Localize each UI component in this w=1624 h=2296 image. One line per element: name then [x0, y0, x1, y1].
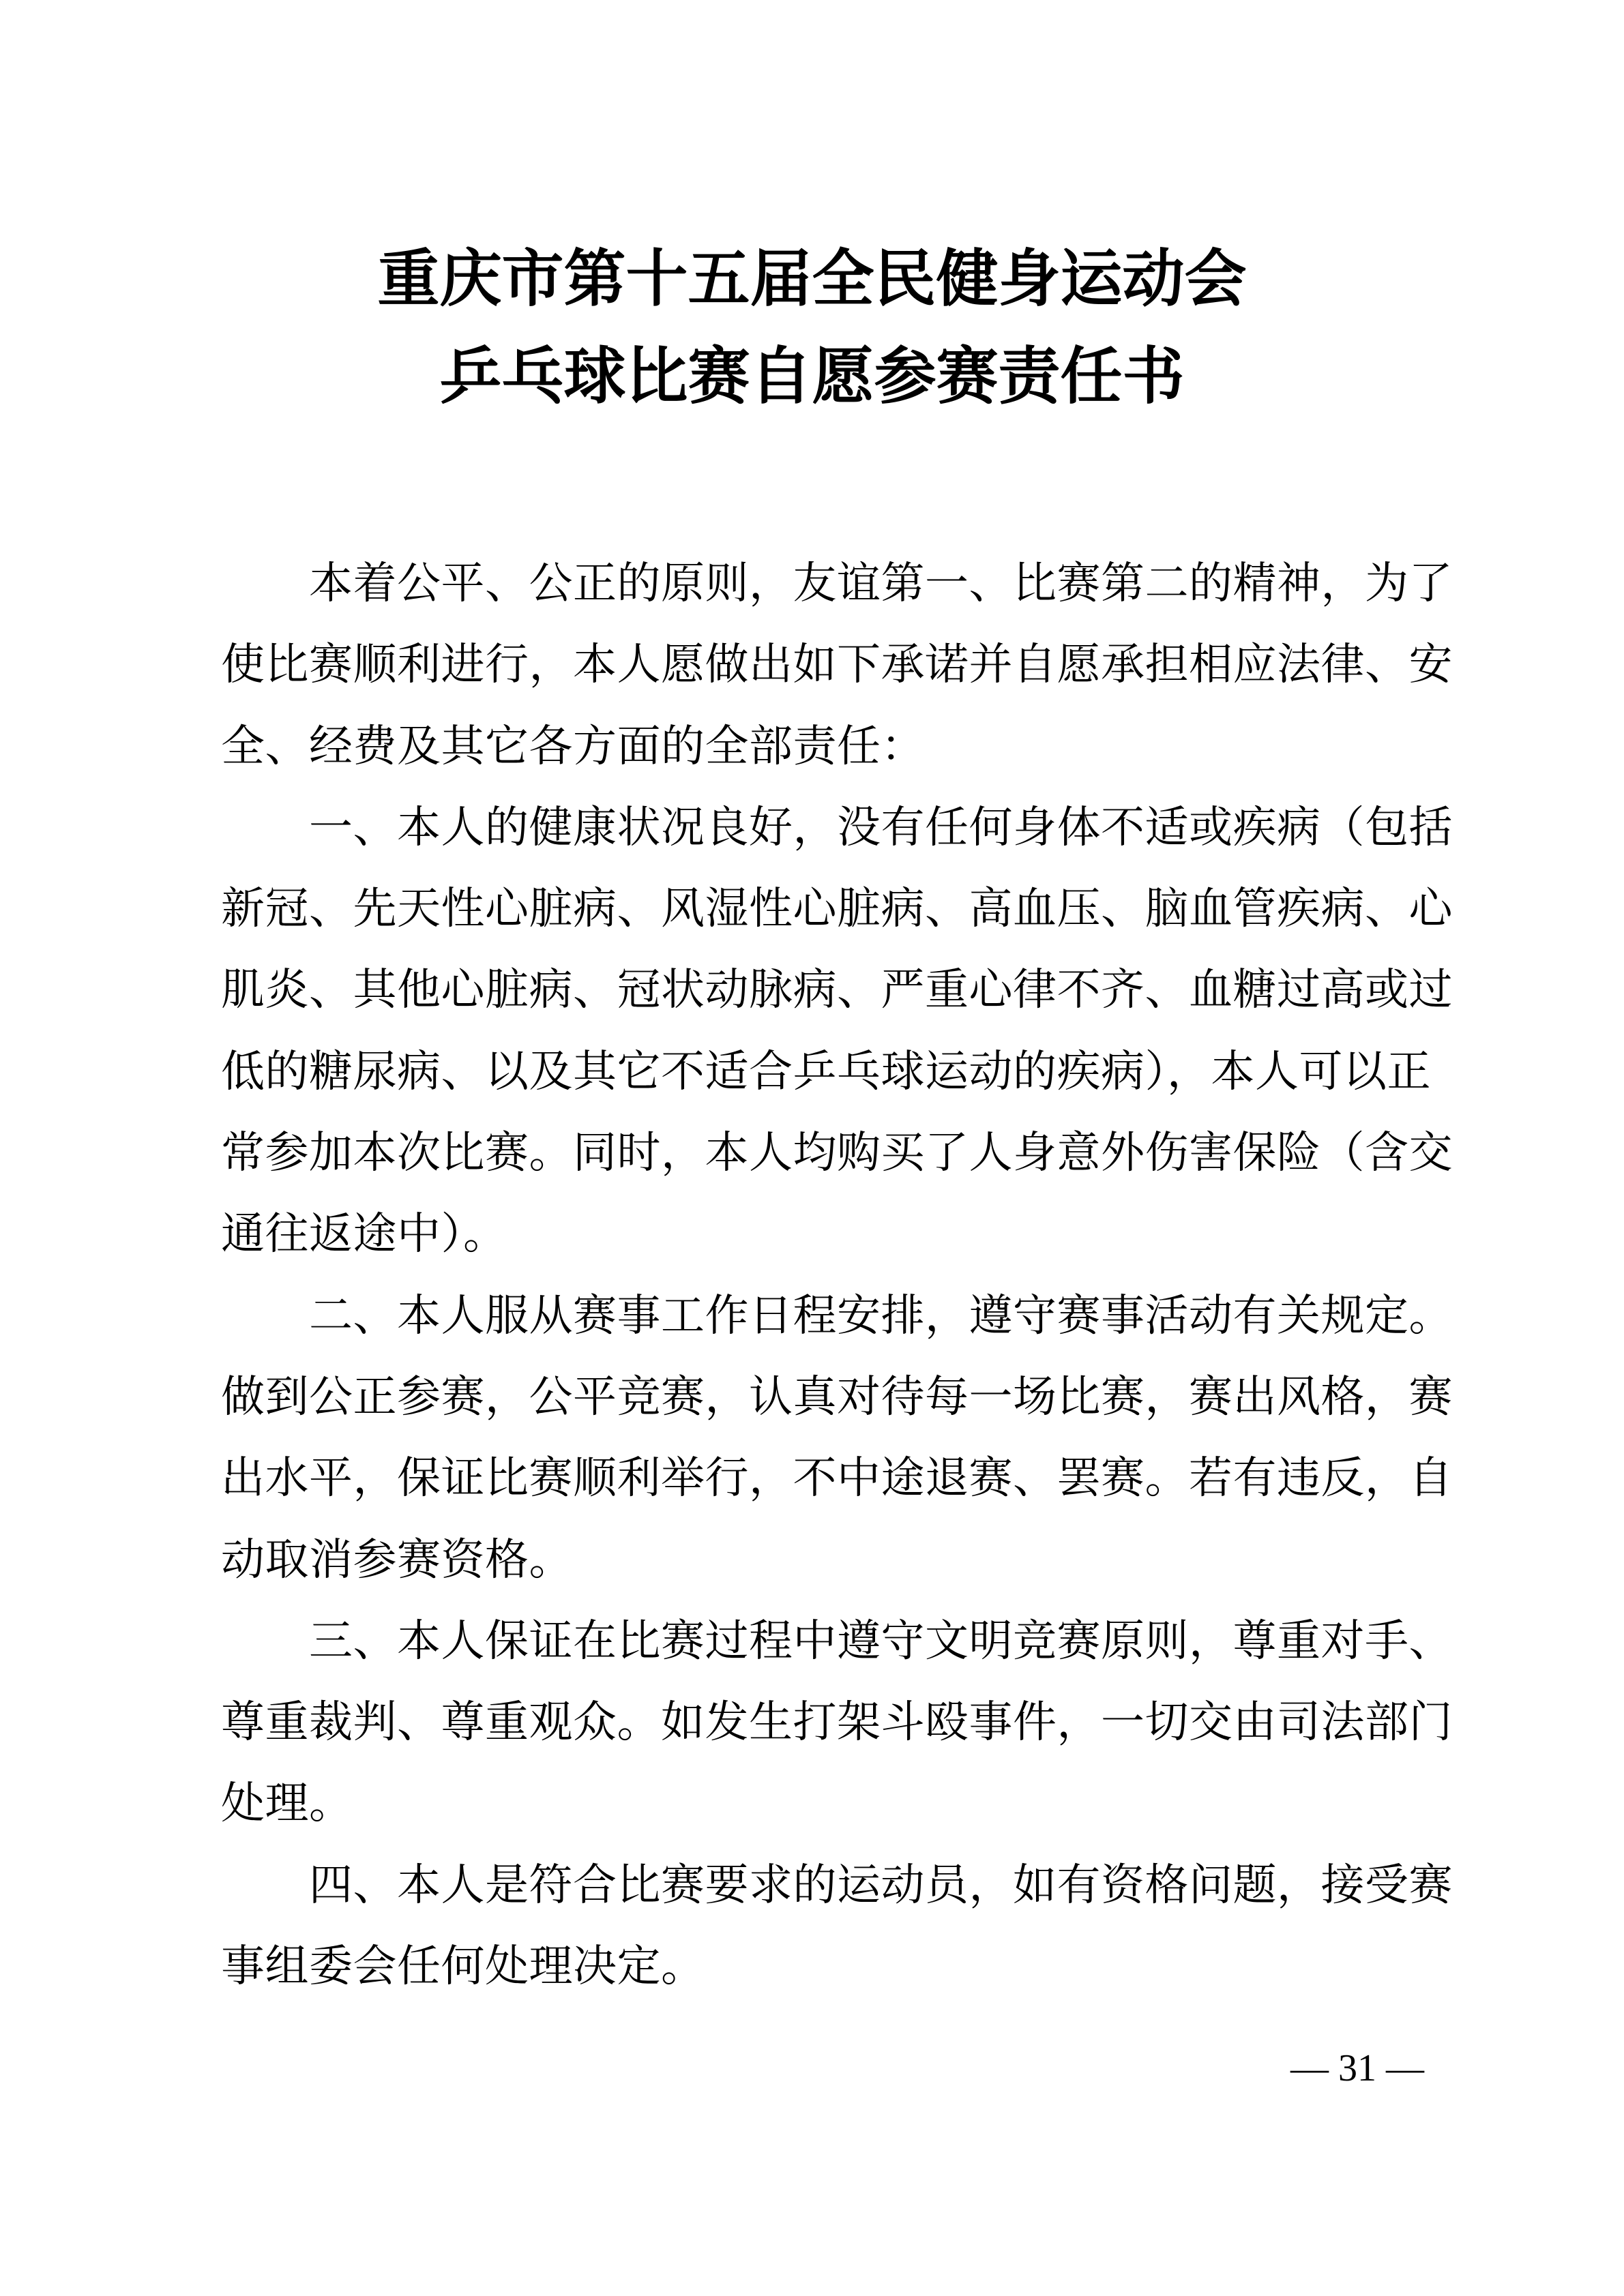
body-line: 新冠、先天性心脏病、风湿性心脏病、高血压、脑血管疾病、心	[221, 884, 1453, 934]
body-line: 通往返途中）。	[221, 1210, 507, 1259]
body-line: 动取消参赛资格。	[221, 1535, 573, 1584]
page-number: — 31 —	[1290, 2047, 1424, 2089]
body-line: 四、本人是符合比赛要求的运动员，如有资格问题，接受赛	[309, 1860, 1453, 1909]
body-line: 本着公平、公正的原则，友谊第一、比赛第二的精神，为了	[309, 559, 1453, 608]
body-line: 低的糖尿病、以及其它不适合乒乓球运动的疾病），本人可以正	[221, 1047, 1431, 1096]
body-line: 一、本人的健康状况良好，没有任何身体不适或疾病（包括	[309, 803, 1453, 852]
body-line: 尊重裁判、尊重观众。如发生打架斗殴事件，一切交由司法部门	[221, 1698, 1453, 1747]
body-line: 处理。	[221, 1779, 353, 1828]
document-title-line-1: 重庆市第十五届全民健身运动会	[377, 245, 1247, 314]
body-line: 出水平，保证比赛顺利举行，不中途退赛、罢赛。若有违反，自	[221, 1454, 1453, 1503]
body-line: 三、本人保证在比赛过程中遵守文明竞赛原则，尊重对手、	[309, 1616, 1453, 1665]
body-line: 肌炎、其他心脏病、冠状动脉病、严重心律不齐、血糖过高或过	[221, 966, 1453, 1015]
body-line: 全、经费及其它各方面的全部责任：	[221, 721, 925, 771]
body-line: 事组委会任何处理决定。	[221, 1942, 705, 1991]
document-title-line-2: 乒乓球比赛自愿参赛责任书	[439, 342, 1185, 411]
body-line: 做到公正参赛，公平竞赛，认真对待每一场比赛，赛出风格，赛	[221, 1372, 1453, 1421]
body-line: 常参加本次比赛。同时，本人均购买了人身意外伤害保险（含交	[221, 1129, 1453, 1178]
body-line: 使比赛顺利进行，本人愿做出如下承诺并自愿承担相应法律、安	[221, 640, 1453, 689]
document-body	[221, 543, 1453, 2007]
document-title	[0, 230, 1624, 426]
body-line: 二、本人服从赛事工作日程安排，遵守赛事活动有关规定。	[309, 1291, 1453, 1340]
